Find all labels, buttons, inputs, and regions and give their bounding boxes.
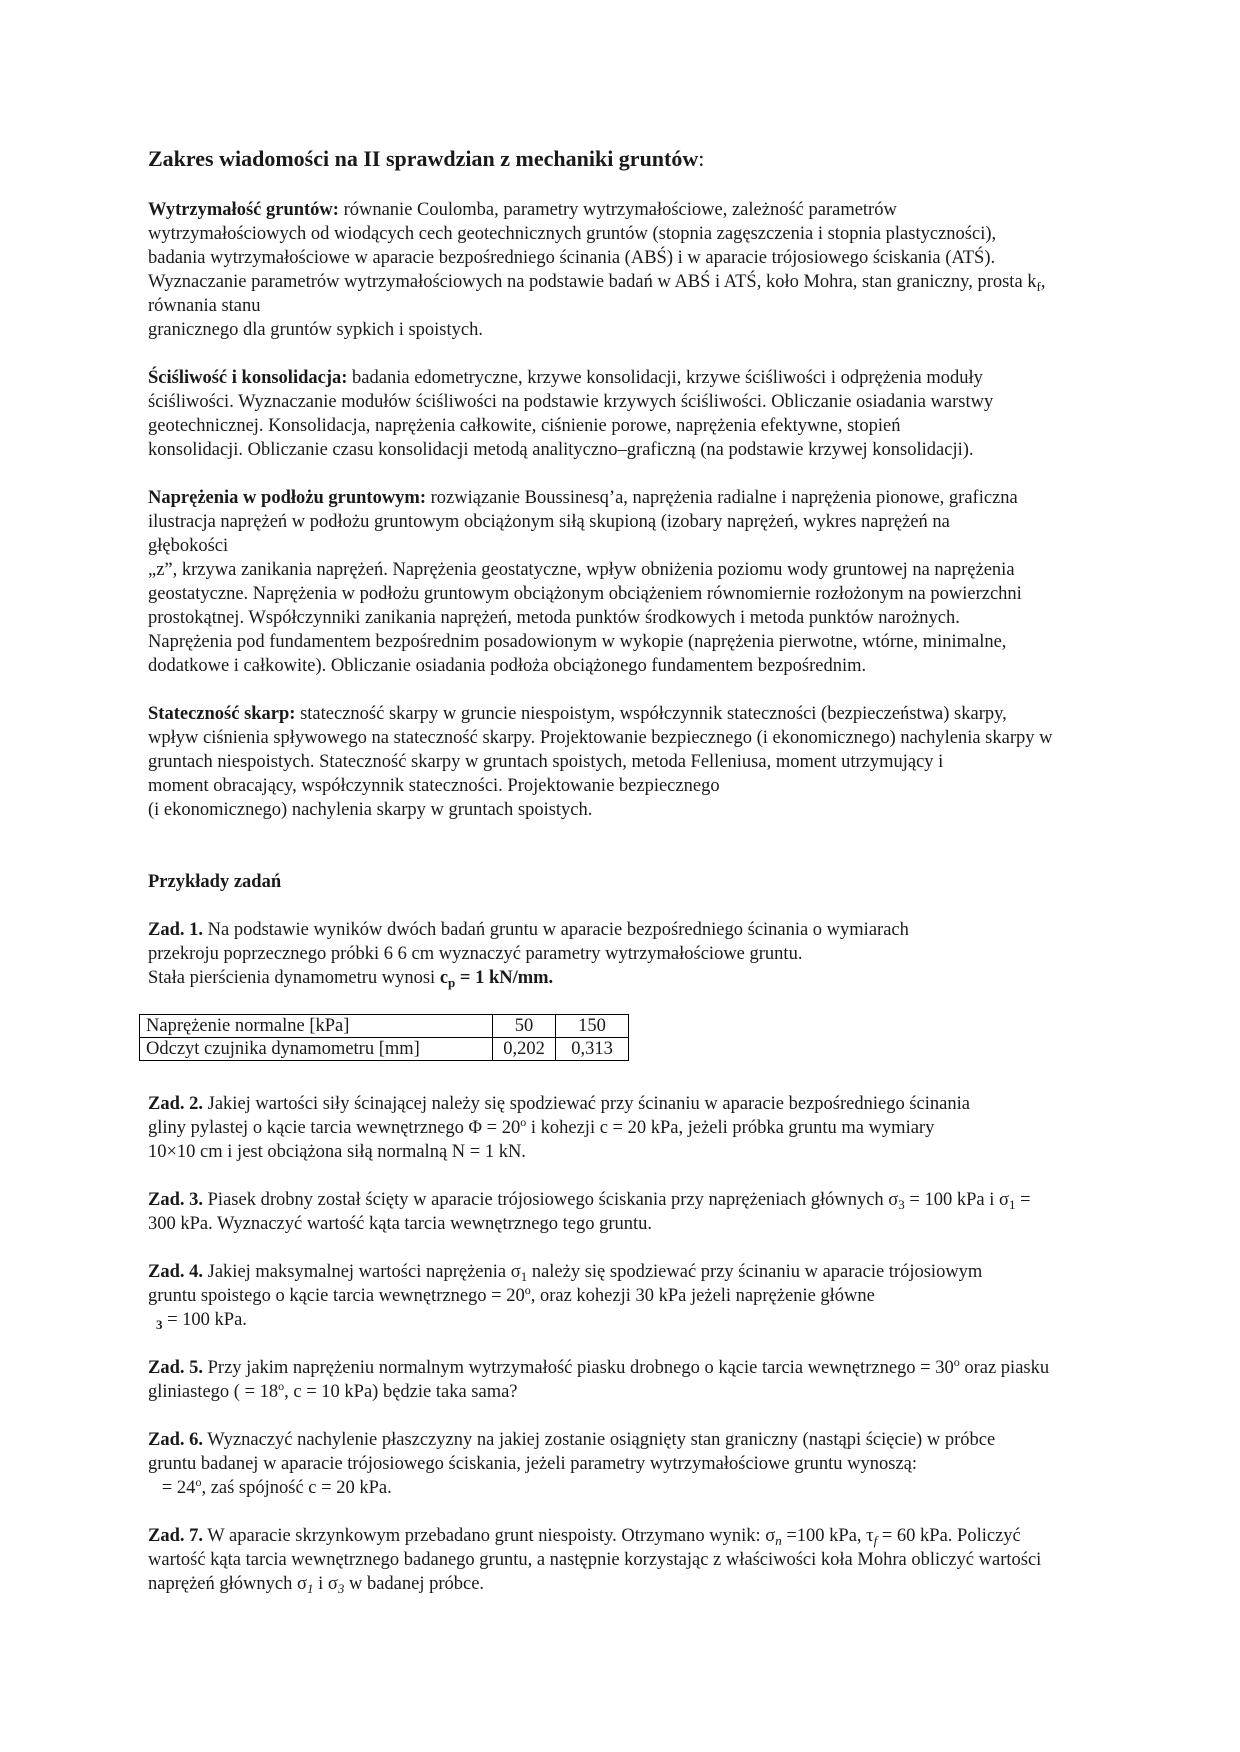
stress-line-4: „z”, krzywa zanikania naprężeń. Naprężenia geostatyczne, wpływ obniżenia poziomu wody gruntowej na naprężenia bbox=[148, 560, 1015, 580]
stress-heading: Naprężenia w podłożu gruntowym: bbox=[148, 488, 427, 508]
stability-heading: Stateczność skarp: bbox=[148, 704, 296, 724]
task-1-line-1: Zad. 1. Na podstawie wyników dwóch badań gruntu w aparacie bezpośredniego ścinania o wymiarach bbox=[148, 920, 909, 940]
task-4-label: Zad. 4. bbox=[148, 1262, 204, 1282]
task-4-line-2: gruntu spoistego o kącie tarcia wewnętrznego = $20^o$, oraz kohezji 30 kPa jeżeli naprężenie główne bbox=[148, 1283, 875, 1306]
task-3-line-2: 300 kPa. Wyznaczyć wartość kąta tarcia wewnętrznego tego gruntu. bbox=[148, 1214, 653, 1234]
task-5-label: Zad. 5. bbox=[148, 1358, 204, 1378]
compressibility-line-1: Ściśliwość i konsolidacja: badania edometryczne, krzywe konsolidacji, krzywe ściśliwości i odprężenia moduły bbox=[148, 368, 983, 388]
stress-line-2: ilustracja naprężeń w podłożu gruntowym obciążonym siłą skupioną (izobary naprężeń, wykres naprężeń na bbox=[148, 512, 950, 532]
stability-line-3: gruntach niespoistych. Stateczność skarpy w gruntach spoistych, metoda Felleniusa, moment utrzymujący i bbox=[148, 752, 944, 772]
task-1-label: Zad. 1. bbox=[148, 920, 204, 940]
task-1-line-2: przekroju poprzecznego próbki 6 6 cm wyznaczyć parametry wytrzymałościowe gruntu. bbox=[148, 944, 803, 964]
stability-line-4: moment obracający, współczynnik stateczności. Projektowanie bezpiecznego bbox=[148, 776, 720, 796]
task-7-line-3: naprężeń głównych $\sigma_1$ i $\sigma_3$ w badanej próbce. bbox=[148, 1574, 485, 1596]
task-2-line-1: Zad. 2. Jakiej wartości siły ścinającej należy się spodziewać przy ścinaniu w aparacie bezpośredniego ścinania bbox=[148, 1094, 970, 1114]
task-6-line-1: Zad. 6. Wyznaczyć nachylenie płaszczyzny na jakiej zostanie osiągnięty stan graniczny (nastąpi ścięcie) w próbce bbox=[148, 1430, 996, 1450]
task-4-line-3: $_3$ = 100 kPa. bbox=[156, 1310, 247, 1332]
page-title: Zakres wiadomości na II sprawdzian z mechaniki gruntów: bbox=[148, 146, 705, 171]
compressibility-line-3: geotechnicznej. Konsolidacja, naprężenia całkowite, ciśnienie porowe, naprężenia efektywne, stopień bbox=[148, 416, 901, 436]
task-2-label: Zad. 2. bbox=[148, 1094, 204, 1114]
stress-line-3: głębokości bbox=[148, 536, 229, 556]
strength-line-6: granicznego dla gruntów sypkich i spoistych. bbox=[148, 320, 483, 340]
stress-line-1: Naprężenia w podłożu gruntowym: rozwiązanie Boussinesq’a, naprężenia radialne i naprężenia pionowe, graficzna bbox=[148, 488, 1018, 508]
data-table bbox=[139, 1014, 629, 1061]
stability-line-2: wpływ ciśnienia spływowego na stateczność skarpy. Projektowanie bezpiecznego (i ekonomicznego) nachylenia skarpy w bbox=[148, 728, 1053, 748]
task-2-line-3: 10×10 cm i jest obciążona siłą normalną N = 1 kN. bbox=[148, 1142, 526, 1162]
strength-line-5: równania stanu bbox=[148, 296, 261, 316]
stress-line-6: prostokątnej. Współczynniki zanikania naprężeń, metoda punktów środkowych i metoda punktów narożnych. bbox=[148, 608, 960, 628]
table-cell-value: 150 bbox=[556, 1015, 629, 1038]
task-7-line-2: wartość kąta tarcia wewnętrznego badanego gruntu, a następnie korzystając z właściwości koła Mohra obliczyć wartości bbox=[148, 1550, 1042, 1570]
task-1-line-3: Stała pierścienia dynamometru wynosi $c_p = 1$ kN/mm. bbox=[148, 968, 554, 990]
task-7-line-1: Zad. 7. W aparacie skrzynkowym przebadano grunt niespoisty. Otrzymano wynik: $\sigma_n =100$ kPa, $\tau_f = 60$ kPa. Policzyć bbox=[148, 1526, 1021, 1548]
examples-heading: Przykłady zadań bbox=[148, 872, 282, 892]
table-cell-label: Naprężenie normalne [kPa] bbox=[140, 1015, 493, 1038]
stress-line-8: dodatkowe i całkowite). Obliczanie osiadania podłoża obciążonego fundamentem bezpośrednim. bbox=[148, 656, 867, 676]
strength-line-2: wytrzymałościowych od wiodących cech geotechnicznych gruntów (stopnia zagęszczenia i stopnia plastyczności), bbox=[148, 224, 997, 244]
compressibility-line-4: konsolidacji. Obliczanie czasu konsolidacji metodą analityczno–graficzną (na podstawie krzywej konsolidacji). bbox=[148, 440, 974, 460]
task-5-line-1: Zad. 5. Przy jakim naprężeniu normalnym wytrzymałość piasku drobnego o kącie tarcia wewnętrznego = $30^o$ oraz piasku bbox=[148, 1355, 1050, 1378]
stress-line-5: geostatyczne. Naprężenia w podłożu gruntowym obciążonym obciążeniem równomiernie rozłożonym na powierzchni bbox=[148, 584, 1022, 604]
task-2-line-2: gliny pylastej o kącie tarcia wewnętrznego $\Phi = 20^o$ i kohezji c = 20 kPa, jeżeli próbka gruntu ma wymiary bbox=[148, 1115, 935, 1138]
task-4-line-1: Zad. 4. Jakiej maksymalnej wartości naprężenia $\sigma_1$ należy się spodziewać przy ścinaniu w aparacie trójosiowym bbox=[148, 1262, 983, 1284]
strength-line-4: Wyznaczanie parametrów wytrzymałościowych na podstawie badań w ABŚ i ATŚ, koło Mohra, stan graniczny, prosta $k_f$, bbox=[148, 272, 1046, 294]
task-7-label: Zad. 7. bbox=[148, 1526, 204, 1546]
compressibility-heading: Ściśliwość i konsolidacja: bbox=[148, 368, 348, 388]
strength-line-1: Wytrzymałość gruntów: równanie Coulomba, parametry wytrzymałościowe, zależność parametrów bbox=[148, 200, 897, 220]
stability-line-1: Stateczność skarp: stateczność skarpy w gruncie niespoistym, współczynnik stateczności (bezpieczeństwa) skarpy, bbox=[148, 704, 1007, 724]
table-cell-value: 0,202 bbox=[493, 1038, 556, 1061]
table-cell-label: Odczyt czujnika dynamometru [mm] bbox=[140, 1038, 493, 1061]
strength-line-3: badania wytrzymałościowe w aparacie bezpośredniego ścinania (ABŚ) i w aparacie trójosiowego ściskania (ATŚ). bbox=[148, 248, 996, 268]
compressibility-line-2: ściśliwości. Wyznaczanie modułów ściśliwości na podstawie krzywych ściśliwości. Obliczanie osiadania warstwy bbox=[148, 392, 994, 412]
stress-line-7: Naprężenia pod fundamentem bezpośrednim posadowionym w wykopie (naprężenia pierwotne, wtórne, minimalne, bbox=[148, 632, 1007, 652]
task-5-line-2: gliniastego ( = $18^o$, c = 10 kPa) będzie taka sama? bbox=[148, 1379, 518, 1402]
task-6-line-2: gruntu badanej w aparacie trójosiowego ściskania, jeżeli parametry wytrzymałościowe gruntu wynoszą: bbox=[148, 1454, 918, 1474]
task-3-line-1: Zad. 3. Piasek drobny został ścięty w aparacie trójosiowego ściskania przy naprężeniach głównych $\sigma_3 = 100$ kPa i $\sigma_1$ = bbox=[148, 1190, 1031, 1212]
table-row bbox=[140, 1015, 629, 1038]
stability-line-5: (i ekonomicznego) nachylenia skarpy w gruntach spoistych. bbox=[148, 800, 593, 820]
strength-heading: Wytrzymałość gruntów: bbox=[148, 200, 339, 220]
task-3-label: Zad. 3. bbox=[148, 1190, 204, 1210]
table-cell-value: 0,313 bbox=[556, 1038, 629, 1061]
table-row bbox=[140, 1038, 629, 1061]
task-6-label: Zad. 6. bbox=[148, 1430, 204, 1450]
table-cell-value: 50 bbox=[493, 1015, 556, 1038]
task-6-line-3: = $24^o$, zaś spójność c = 20 kPa. bbox=[148, 1475, 392, 1498]
